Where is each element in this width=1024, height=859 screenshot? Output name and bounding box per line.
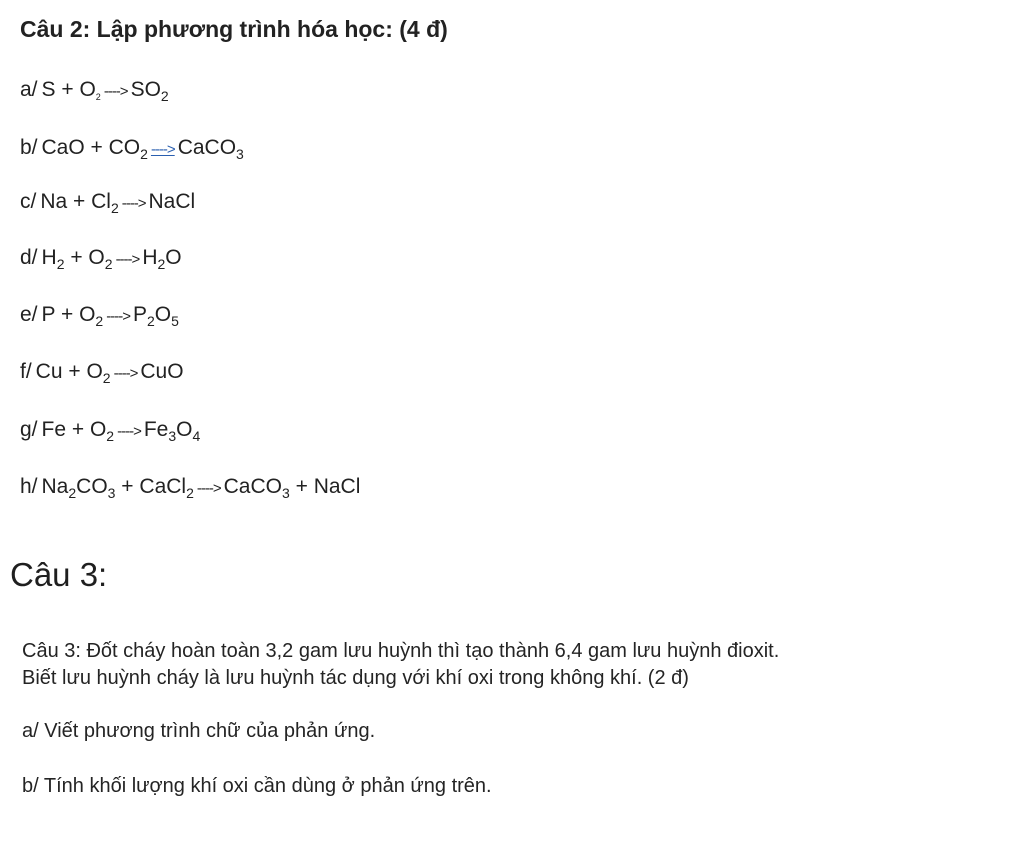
subscript: 2 [102, 370, 111, 386]
subscript: 5 [171, 313, 179, 329]
formula-text: CuO [140, 360, 184, 383]
formula-text: CaCO [177, 136, 237, 159]
formula-text: S + O [41, 78, 96, 101]
subscript: 3 [107, 485, 116, 501]
formula-text: H [41, 246, 57, 269]
equation-label: g/ [20, 418, 38, 441]
equation-label: b/ [20, 136, 38, 159]
question-3-part-a: a/ Viết phương trình chữ của phản ứng. [22, 720, 376, 742]
formula-text: SO [130, 78, 161, 101]
subscript: 2 [186, 485, 194, 501]
question-3-line-1: Câu 3: Đốt cháy hoàn toàn 3,2 gam lưu huỳnh thì tạo thành 6,4 gam lưu huỳnh đioxit. [22, 640, 780, 662]
subscript: 2 [68, 485, 77, 501]
reaction-arrow: ----> [121, 195, 146, 212]
reaction-arrow: ----> [115, 251, 140, 268]
reaction-arrow: ----> [113, 365, 138, 382]
subscript: 2 [56, 256, 65, 272]
equation-g [20, 415, 200, 447]
formula-text: O [165, 246, 182, 269]
formula-text: Cu + O [35, 360, 103, 383]
formula-text: Fe [143, 418, 169, 441]
formula-text: + CaCl [115, 475, 187, 498]
formula-text: O [154, 303, 172, 326]
reaction-arrow: ----> [103, 83, 128, 100]
formula-text: NaCl [148, 190, 196, 213]
formula-text: O [176, 418, 193, 441]
subscript: 3 [281, 485, 290, 501]
subscript: 2 [104, 256, 113, 272]
formula-text: + O [64, 246, 105, 269]
subscript: 2 [160, 88, 169, 104]
equation-f [20, 357, 184, 389]
question-3-line-2: Biết lưu huỳnh cháy là lưu huỳnh tác dụng với khí oxi trong không khí. (2 đ) [22, 667, 689, 689]
subscript: 2 [140, 146, 148, 162]
formula-text: + NaCl [289, 475, 361, 498]
equation-label: e/ [20, 303, 38, 326]
formula-text: Fe + O [41, 418, 107, 441]
equation-label: h/ [20, 475, 38, 498]
subscript: 2 [106, 428, 115, 444]
formula-text: Na [41, 475, 69, 498]
subscript: 3 [168, 428, 177, 444]
formula-text: CaO + CO [41, 136, 141, 159]
formula-text: CaCO [223, 475, 282, 498]
equation-label: d/ [20, 246, 38, 269]
subscript: 2 [110, 200, 119, 216]
reaction-arrow: ----> [117, 423, 141, 440]
equation-d [20, 243, 182, 275]
equation-label: a/ [20, 78, 38, 101]
question-2-title: Câu 2: Lập phương trình hóa học: (4 đ) [20, 16, 448, 42]
question-3-heading: Câu 3: [10, 556, 108, 593]
equation-label: c/ [20, 190, 37, 213]
equation-label: f/ [20, 360, 32, 383]
subscript: 2 [95, 92, 101, 102]
subscript: 4 [192, 428, 201, 444]
subscript: 2 [146, 313, 155, 329]
subscript: 2 [157, 256, 166, 272]
formula-text: CO [76, 475, 108, 498]
formula-text: P [132, 303, 147, 326]
equation-a [20, 75, 169, 107]
formula-text: Na + Cl [40, 190, 111, 213]
subscript: 3 [236, 146, 244, 162]
formula-text: P + O [41, 303, 96, 326]
reaction-arrow: ----> [150, 141, 175, 158]
equation-e [20, 300, 179, 332]
formula-text: H [142, 246, 158, 269]
equation-b [20, 133, 244, 165]
equation-c [20, 187, 195, 219]
reaction-arrow: ----> [196, 480, 221, 497]
equation-h [20, 472, 360, 504]
reaction-arrow: ----> [106, 308, 130, 325]
subscript: 2 [95, 313, 104, 329]
question-3-part-b: b/ Tính khối lượng khí oxi cần dùng ở phản ứng trên. [22, 775, 492, 797]
